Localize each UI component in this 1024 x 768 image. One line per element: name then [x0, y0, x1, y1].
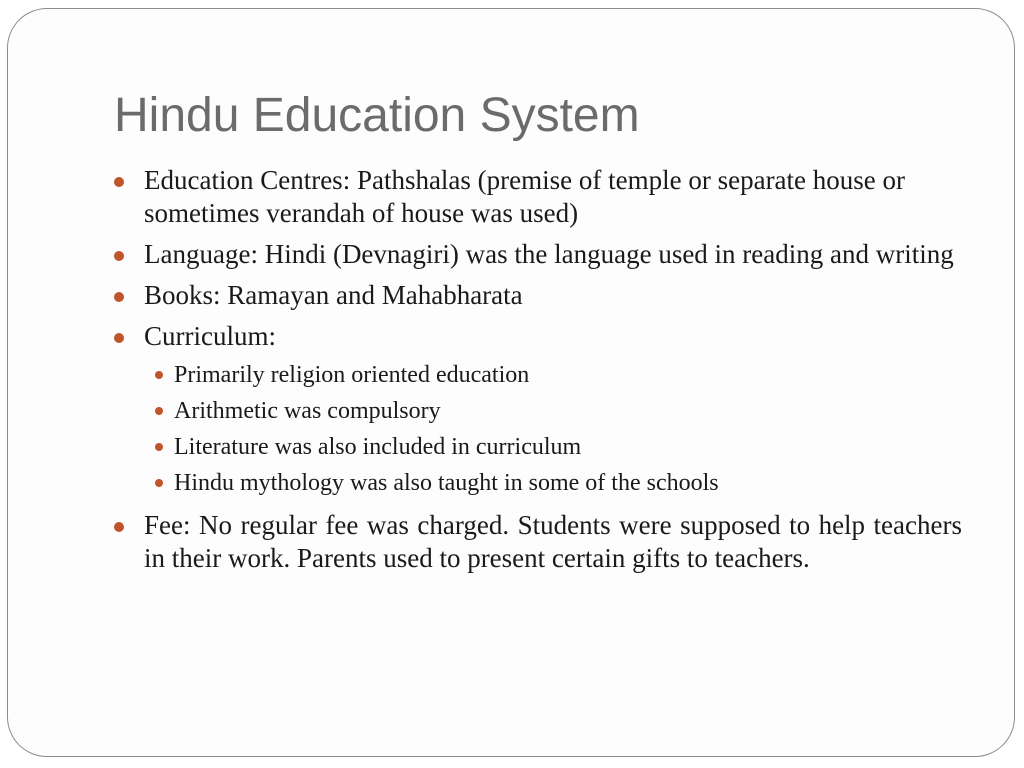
sub-bullet-dot-icon: [155, 371, 163, 379]
bullet-dot-icon: [114, 177, 124, 187]
sub-bullet-text: Arithmetic was compulsory: [174, 398, 441, 424]
bullet-item-language: [114, 238, 962, 271]
bullet-dot-icon: [114, 522, 124, 532]
bullet-text: Education Centres: Pathshalas (premise of temple or separate house or sometimes verandah of house was used): [144, 165, 906, 228]
sub-bullet-item: [144, 465, 962, 501]
bullet-text: Books: Ramayan and Mahabharata: [144, 280, 523, 310]
bullet-list: [114, 164, 962, 583]
bullet-text: Language: Hindi (Devnagiri) was the language used in reading and writing: [144, 239, 954, 269]
bullet-dot-icon: [114, 251, 124, 261]
bullet-item-curriculum: [114, 320, 962, 501]
bullet-text: Curriculum:: [144, 321, 276, 351]
bullet-dot-icon: [114, 292, 124, 302]
sub-bullet-text: Hindu mythology was also taught in some of the schools: [174, 470, 719, 496]
bullet-text: Fee: No regular fee was charged. Students were supposed to help teachers in their work. Parents used to present certain gifts to teachers.: [144, 510, 962, 573]
sub-bullet-item: [144, 393, 962, 429]
bullet-dot-icon: [114, 333, 124, 343]
bullet-item-fee: [114, 509, 962, 575]
sub-bullet-text: Primarily religion oriented education: [174, 362, 530, 388]
slide-title: Hindu Education System: [114, 89, 640, 142]
sub-bullet-item: [144, 429, 962, 465]
curriculum-sub-list: [144, 357, 962, 501]
bullet-item-education-centres: [114, 164, 962, 230]
sub-bullet-item: [144, 357, 962, 393]
bullet-item-books: [114, 279, 962, 312]
sub-bullet-dot-icon: [155, 443, 163, 451]
sub-bullet-dot-icon: [155, 407, 163, 415]
sub-bullet-text: Literature was also included in curriculum: [174, 434, 582, 460]
sub-bullet-dot-icon: [155, 479, 163, 487]
